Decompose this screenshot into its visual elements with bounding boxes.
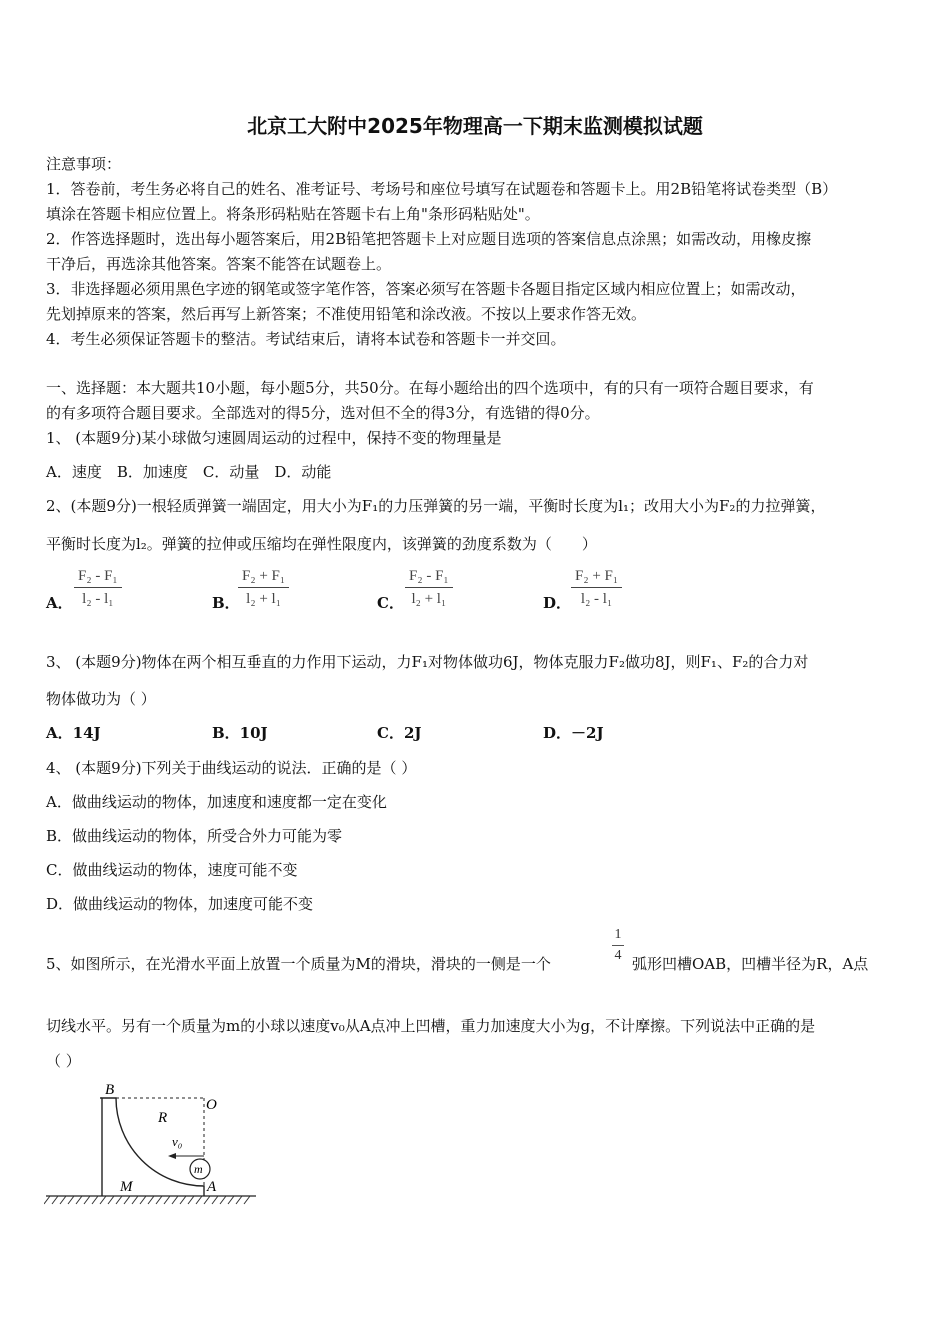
q2-option-label: D． — [543, 594, 572, 612]
question-2-stem: 平衡时长度为l₂。弹簧的拉伸或压缩均在弹性限度内，该弹簧的劲度系数为（ ） — [46, 535, 597, 553]
question-5-stem: 弧形凹槽OAB，凹槽半径为R，A点 — [632, 955, 869, 973]
fraction-denominator: l₂ + l₁ — [411, 591, 447, 607]
q2-option-c-fraction — [405, 566, 453, 609]
fraction-denominator: 4 — [614, 948, 622, 963]
notice-line: 3．非选择题必须用黑色字迹的钢笔或签字笔作答，答案必须写在答题卡各题目指定区域内相应位置上；如需改动， — [46, 280, 806, 298]
q3-option-a: A．14J — [46, 724, 101, 742]
quarter-fraction — [612, 927, 624, 964]
arrow-head — [168, 1153, 176, 1159]
q2-option-a-fraction — [74, 566, 122, 609]
label-b: B — [105, 1082, 115, 1098]
label-m: m — [194, 1162, 203, 1176]
notice-line: 先划掉原来的答案，然后再写上新答案；不准使用铅笔和涂改液。不按以上要求作答无效。 — [46, 305, 647, 323]
slider-groove-diagram — [44, 1076, 260, 1210]
q3-option-c: C．2J — [377, 724, 422, 742]
fraction-numerator: F₂ + F₁ — [575, 568, 619, 584]
fraction-bar — [405, 587, 453, 588]
fraction-numerator: F₂ - F₁ — [409, 568, 449, 584]
question-4-stem: 4、 (本题9分)下列关于曲线运动的说法．正确的是（ ） — [46, 759, 417, 777]
fraction-denominator: l₂ - l₁ — [580, 591, 613, 607]
notice-line: 1．答卷前，考生务必将自己的姓名、准考证号、考场号和座位号填写在试题卷和答题卡上。用2B铅笔将试卷类型（B） — [46, 180, 838, 198]
section-intro: 的有多项符合题目要求。全部选对的得5分，选对但不全的得3分，有选错的得0分。 — [46, 404, 600, 422]
notice-line: 2．作答选择题时，选出每小题答案后，用2B铅笔把答题卡上对应题目选项的答案信息点涂黑；如需改动，用橡皮擦 — [46, 230, 812, 248]
fraction-numerator: F₂ + F₁ — [242, 568, 286, 584]
q3-option-b: B．10J — [212, 724, 268, 742]
question-3-stem: 物体做功为（ ） — [46, 690, 156, 708]
question-1-options: A．速度 B．加速度 C．动量 D．动能 — [46, 463, 332, 481]
notice-line: 4．考生必须保证答题卡的整洁。考试结束后，请将本试卷和答题卡一并交回。 — [46, 330, 566, 348]
fraction-denominator: l₂ - l₁ — [82, 591, 114, 607]
question-5-stem: 切线水平。另有一个质量为m的小球以速度v₀从A点冲上凹槽，重力加速度大小为g，不计摩擦。下列说法中正确的是 — [46, 1017, 816, 1035]
q4-option-c: C．做曲线运动的物体，速度可能不变 — [46, 861, 298, 879]
fraction-bar — [571, 587, 622, 588]
q2-option-label: C． — [377, 594, 404, 612]
notice-line: 干净后，再选涂其他答案。答案不能答在试题卷上。 — [46, 255, 392, 273]
q4-option-d: D．做曲线运动的物体，加速度可能不变 — [46, 895, 314, 913]
notice-line: 填涂在答题卡相应位置上。将条形码粘贴在答题卡右上角"条形码粘贴处"。 — [46, 205, 540, 223]
fraction-bar — [74, 587, 122, 588]
notice-heading: 注意事项： — [46, 155, 122, 173]
ground-hatching — [44, 1196, 250, 1204]
q2-option-d-fraction — [571, 566, 622, 609]
q2-option-label: A． — [46, 594, 73, 612]
question-2-stem: 2、(本题9分)一根轻质弹簧一端固定，用大小为F₁的力压弹簧的另一端，平衡时长度为l₁；改用大小为F₂的力拉弹簧， — [46, 497, 826, 515]
fraction-numerator: 1 — [614, 927, 622, 942]
label-a: A — [207, 1179, 217, 1195]
label-o: O — [206, 1097, 217, 1113]
q2-option-label: B． — [212, 594, 240, 612]
question-5-stem: 5、如图所示，在光滑水平面上放置一个质量为M的滑块，滑块的一侧是一个 — [46, 955, 551, 973]
section-intro: 一、选择题：本大题共10小题，每小题5分，共50分。在每小题给出的四个选项中，有的只有一项符合题目要求，有 — [46, 379, 814, 397]
page-title: 北京工大附中2025年物理高一下期末监测模拟试题 — [247, 114, 703, 138]
label-r: R — [158, 1110, 168, 1126]
fraction-bar — [612, 945, 624, 946]
q4-option-a: A．做曲线运动的物体，加速度和速度都一定在变化 — [46, 793, 387, 811]
q2-option-b-fraction — [238, 566, 289, 609]
slider-block-outline — [102, 1098, 204, 1196]
question-3-stem: 3、 (本题9分)物体在两个相互垂直的力作用下运动，力F₁对物体做功6J，物体克服力F₂做功8J，则F₁、F₂的合力对 — [46, 653, 809, 671]
label-mass-m: M — [120, 1179, 133, 1195]
q4-option-b: B．做曲线运动的物体，所受合外力可能为零 — [46, 827, 343, 845]
fraction-bar — [238, 587, 289, 588]
label-v0: v₀ — [172, 1134, 183, 1149]
question-5-stem: （ ） — [46, 1052, 81, 1070]
question-1-stem: 1、 (本题9分)某小球做匀速圆周运动的过程中，保持不变的物理量是 — [46, 429, 502, 447]
fraction-denominator: l₂ + l₁ — [246, 591, 281, 607]
q3-option-d: D．－2J — [543, 724, 604, 742]
fraction-numerator: F₂ - F₁ — [78, 568, 118, 584]
